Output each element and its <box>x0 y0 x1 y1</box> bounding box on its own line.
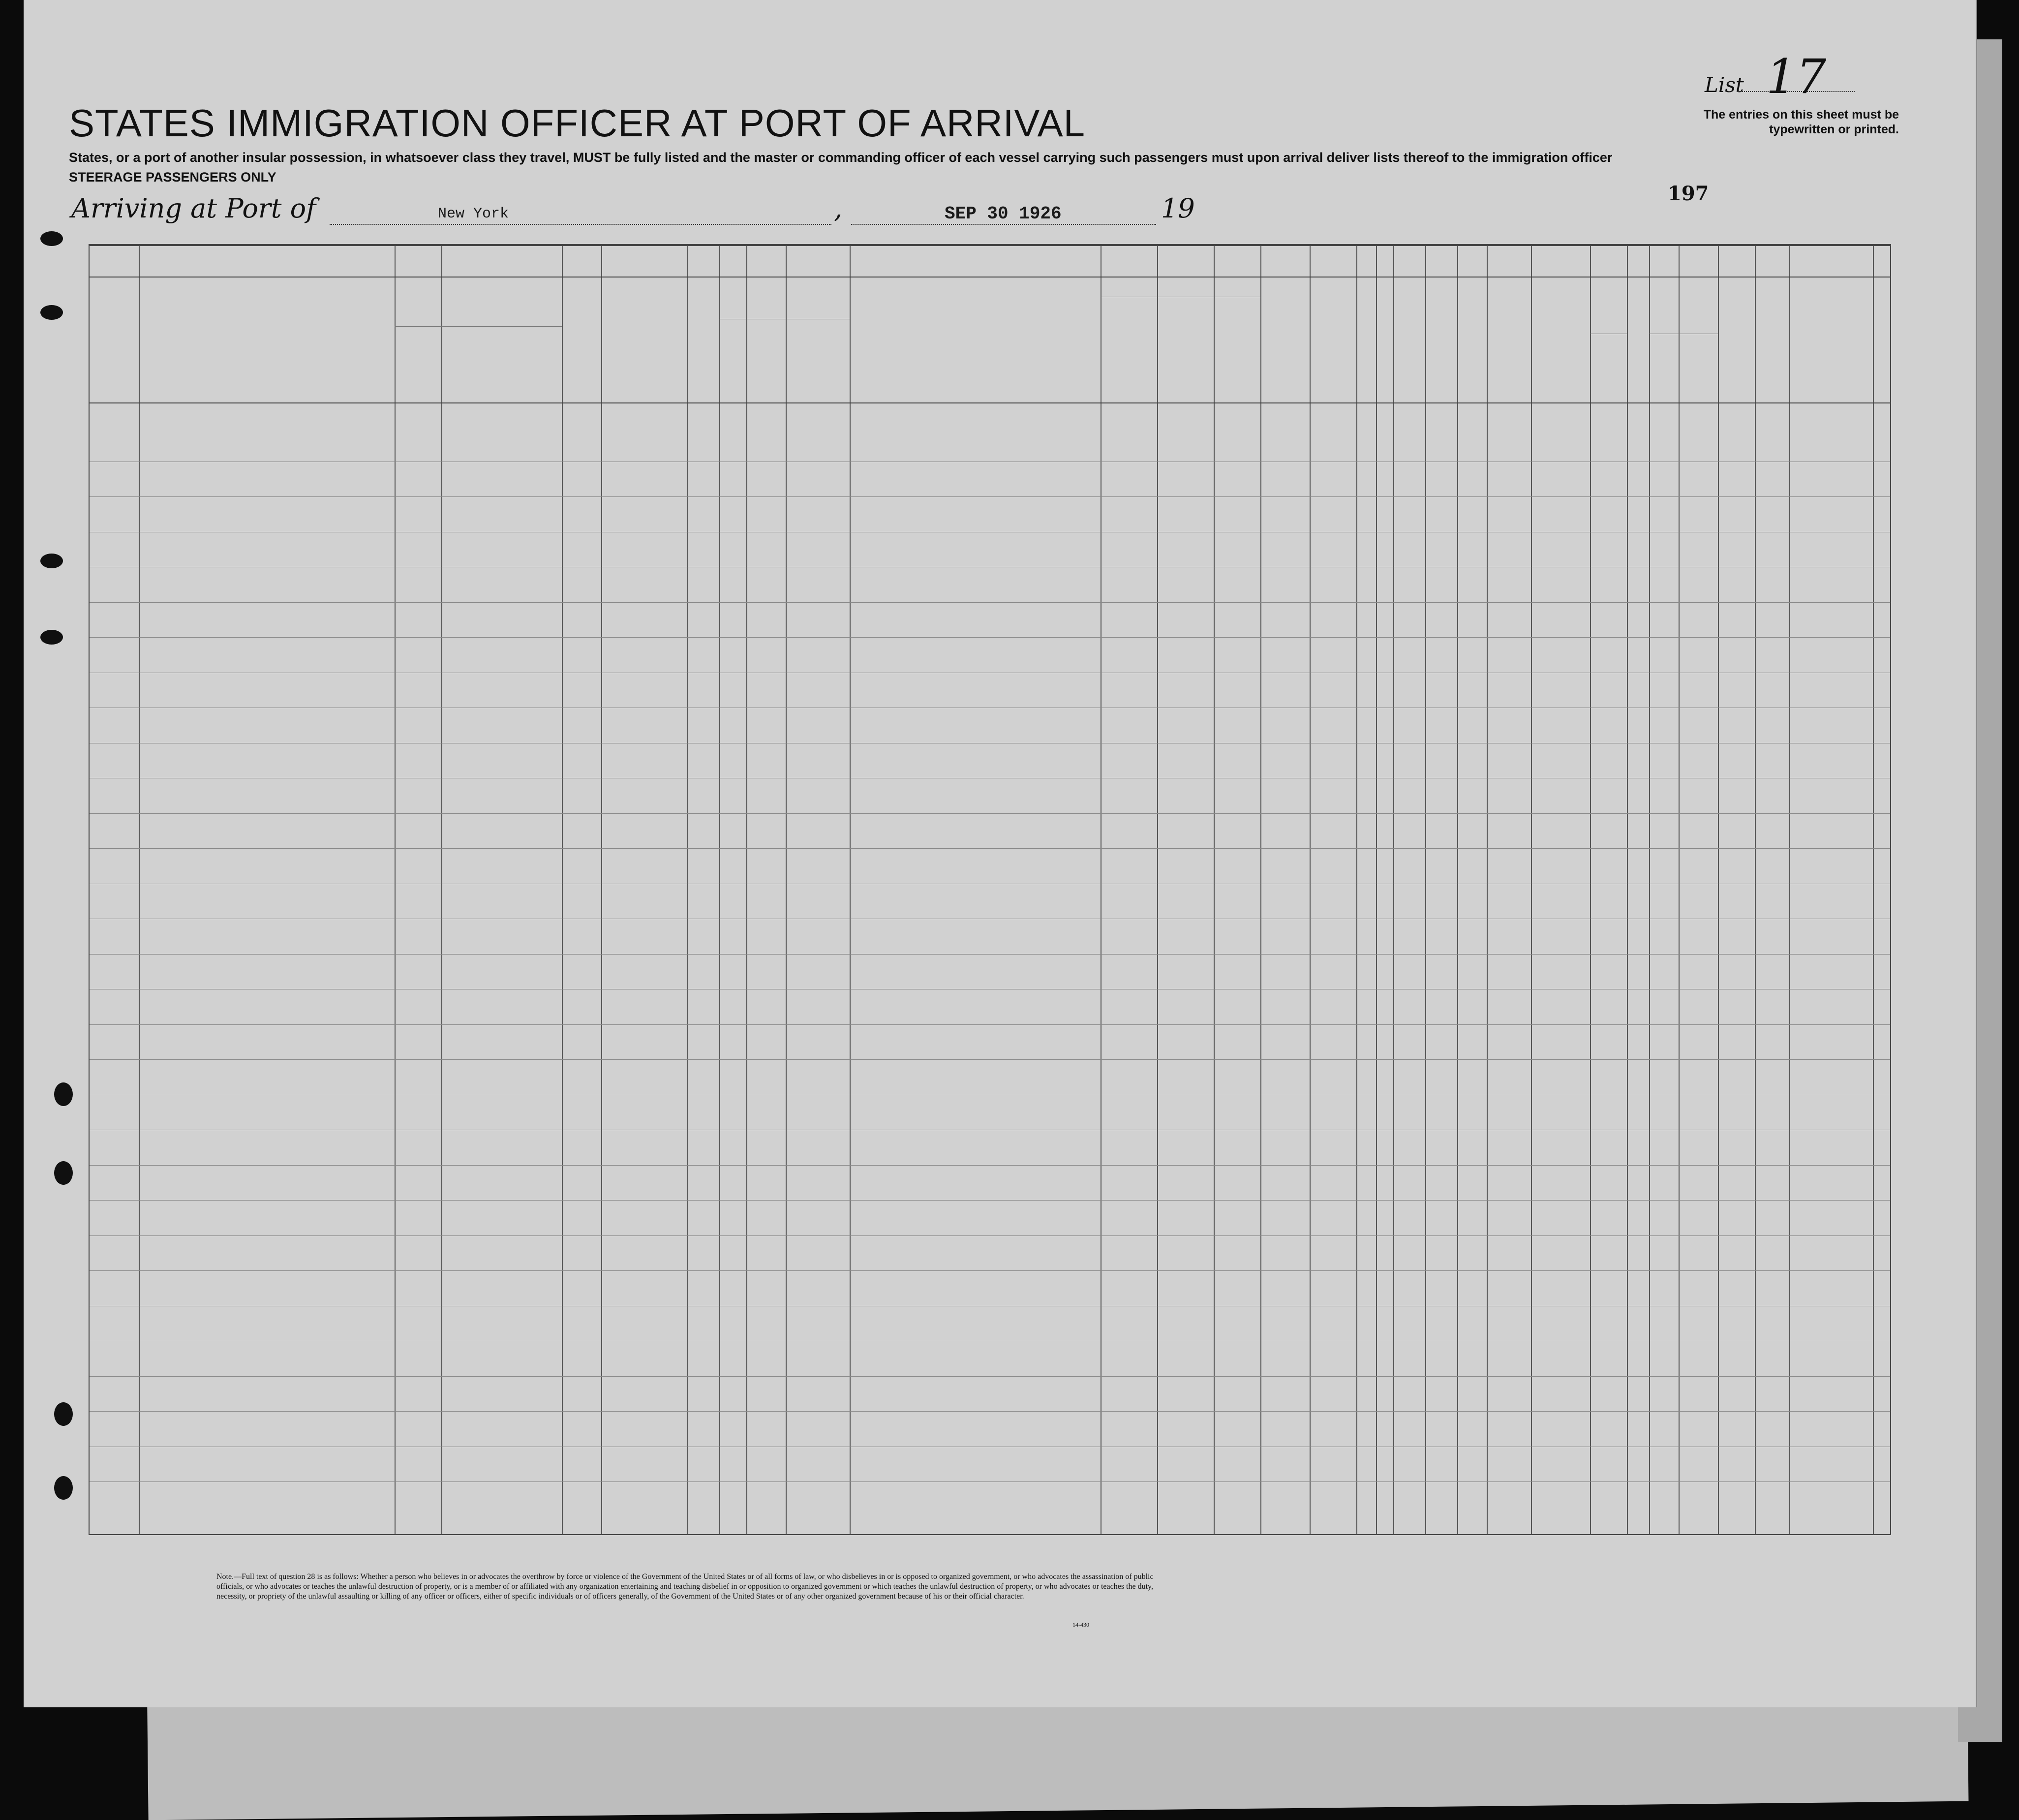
row-rule <box>90 848 1890 849</box>
row-rule <box>90 954 1890 955</box>
list-number: 17 <box>1766 49 1827 104</box>
binding-hole <box>40 554 63 568</box>
page-number: 197 <box>1668 182 1709 205</box>
row-rule <box>90 813 1890 814</box>
manifest-table <box>89 244 1891 1535</box>
row-rule <box>90 1481 1890 1482</box>
header-rule <box>90 245 1890 246</box>
row-rule <box>90 1270 1890 1271</box>
row-rule <box>90 602 1890 603</box>
row-rule <box>90 1235 1890 1236</box>
date-line <box>851 224 1156 225</box>
list-label: List <box>1705 73 1744 97</box>
binding-hole <box>40 305 63 320</box>
header-bottom-rule <box>90 402 1890 403</box>
steerage-label: STEERAGE PASSENGERS ONLY <box>69 170 276 185</box>
page-title: STATES IMMIGRATION OFFICER AT PORT OF ARRIVAL <box>69 101 1086 145</box>
final-dest-rule <box>395 326 562 327</box>
row-rule <box>90 1200 1890 1201</box>
binding-hole <box>54 1402 73 1426</box>
binding-hole <box>54 1082 73 1106</box>
header-money <box>689 289 717 398</box>
port-value: New York <box>438 206 509 222</box>
header-prison <box>1262 289 1308 398</box>
arriving-label: Arriving at Port of <box>71 193 316 224</box>
header-feet <box>1592 289 1605 398</box>
row-rule <box>90 637 1890 638</box>
header-ticket <box>564 289 599 398</box>
arrival-date: SEP 30 1926 <box>945 204 1062 224</box>
header-polygamist <box>1312 289 1325 398</box>
row-rule <box>90 1024 1890 1025</box>
row-rule <box>90 496 1890 497</box>
binding-hole <box>40 231 63 246</box>
header-purpose-length <box>1159 289 1212 398</box>
row-rule <box>90 1376 1890 1377</box>
header-purpose-citizen <box>1216 289 1258 398</box>
header-purpose-return <box>1102 289 1155 398</box>
binding-hole <box>54 1476 73 1500</box>
typewritten-instruction: The entries on this sheet must be typewritten or printed. <box>1703 108 1899 136</box>
header-anarchist <box>1329 289 1354 398</box>
binding-hole <box>40 630 63 645</box>
instruction-text: States, or a port of another insular possession, in whatsoever class they travel, MUST be fully listed and the master or commanding officer of each vessel carrying such passengers must upon arrival deliver lists thereof to the immigration officer <box>69 150 1613 165</box>
header-question-30 <box>1427 289 1455 398</box>
binding-hole <box>54 1161 73 1185</box>
footnote: Note.—Full text of question 28 is as follows: Whether a person who believes in or advocates the overthrow by force or violence of the Government of the United States or of all forms of law, or who disbelieves in or is opposed to organized government, or who advocates the assassination of public officials, or who advocates or teaches the unlawful destruction of property, or is a member of or affiliated with any organization entertaining and teaching disbelief in or opposition to organized government or which teaches the unlawful destruction of property, or who advocates or teaches the duty, necessity, or propriety of the unlawful assaulting or killing of any officer or officers, either of specific individuals or of officers generally, of the Government of the United States or of any other organized government because of his or their official character. <box>216 1573 1154 1601</box>
header-inches <box>1609 289 1625 398</box>
year-prefix: 19 <box>1161 193 1195 224</box>
row-rule <box>90 1165 1890 1166</box>
row-rule <box>90 1411 1890 1412</box>
header-question-29 <box>1395 289 1423 398</box>
header-number-rule <box>90 277 1890 278</box>
header-question-28 <box>1358 289 1391 398</box>
port-line <box>330 224 831 225</box>
row-rule <box>90 1059 1890 1060</box>
form-code: 14-430 <box>1072 1621 1089 1628</box>
